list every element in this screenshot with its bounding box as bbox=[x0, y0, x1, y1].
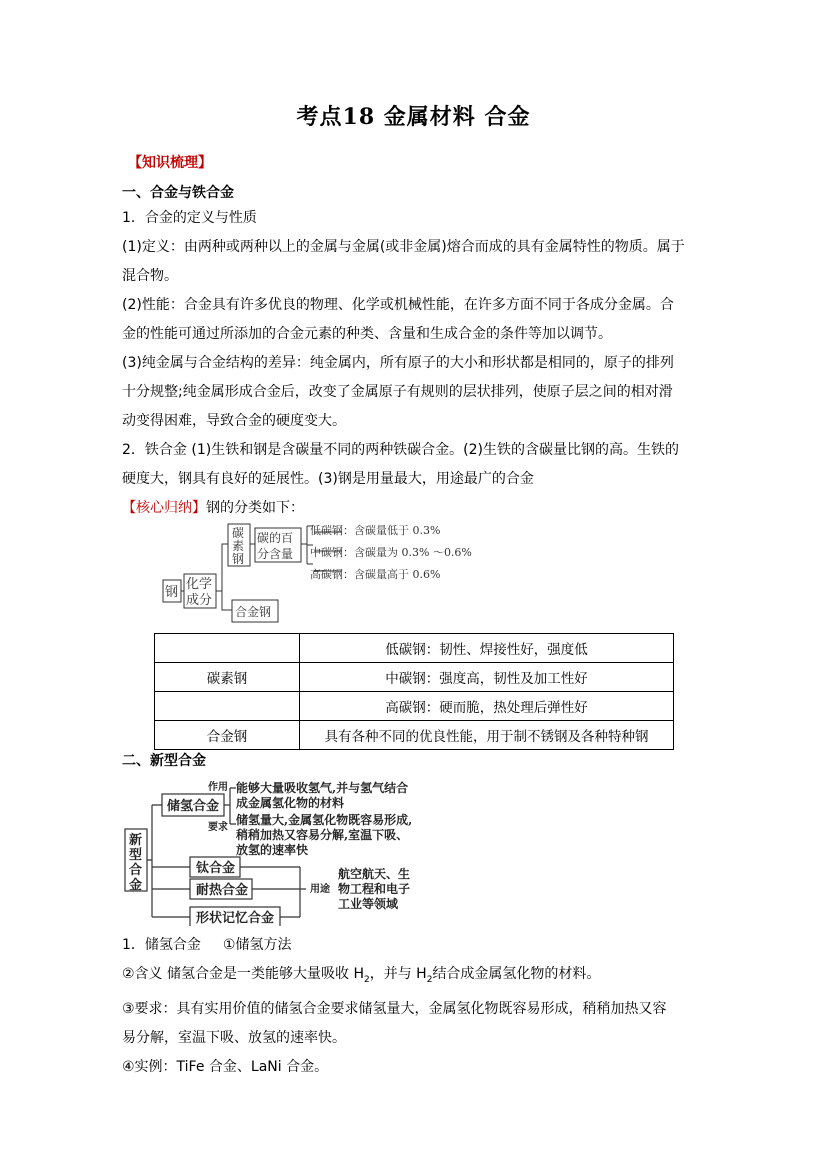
heat-resistant-box: 耐热合金 bbox=[196, 883, 249, 898]
table-cell: 高碳钢：硬而脆，热处理后弹性好 bbox=[300, 692, 674, 721]
storage-line-5: ④实例：TiFe 合金、LaNi 合金。 bbox=[122, 1058, 329, 1075]
subscript: 2 bbox=[363, 974, 370, 985]
structure-line-3: 动变得困难，导致合金的硬度变大。 bbox=[122, 413, 346, 429]
steel-classification-diagram bbox=[160, 520, 520, 625]
table-row bbox=[155, 692, 674, 721]
storage-method: ①储氢方法 bbox=[222, 937, 292, 953]
alloy-steel: 合金钢 bbox=[235, 605, 272, 619]
chem-line-1: 化学 bbox=[186, 577, 213, 592]
table-cell bbox=[155, 634, 300, 663]
meaning-text-a: ②含义 储氢合金是一类能够大量吸收 H bbox=[122, 966, 364, 982]
core-text: 钢的分类如下： bbox=[206, 500, 304, 516]
section1-heading: 一、合金与铁合金 bbox=[122, 185, 234, 201]
table-cell: 合金钢 bbox=[155, 721, 300, 750]
page-title: 考点18 金属材料 合金 bbox=[296, 104, 531, 130]
low-carbon: 低碳钢：含碳量低于 0.3% bbox=[310, 524, 441, 537]
role-label: 作用 bbox=[208, 782, 228, 793]
steel-table bbox=[154, 633, 674, 750]
table-cell bbox=[155, 692, 300, 721]
table-cell: 中碳钢：强度高，韧性及加工性好 bbox=[300, 663, 674, 692]
carbon-steel-1: 碳 bbox=[232, 526, 245, 540]
storage-title: 1．储氢合金 bbox=[122, 937, 201, 953]
structure-line-2: 十分规整;纯金属形成合金后，改变了金属原子有规则的层状排列，使原子层之间的相对滑 bbox=[122, 384, 673, 400]
property-line-2: 金的性能可通过所添加的合金元素的种类、含量和生成合金的条件等加以调节。 bbox=[122, 326, 612, 342]
req-text-2: 稍稍加热又容易分解,室温下吸、 bbox=[236, 828, 409, 842]
mid-carbon: 中碳钢：含碳量为 0.3% ～0.6% bbox=[310, 546, 472, 559]
table-cell: 低碳钢：韧性、焊接性好，强度低 bbox=[300, 634, 674, 663]
carbon-steel-2: 素 bbox=[232, 539, 245, 553]
req-label: 要求 bbox=[208, 822, 228, 833]
carbon-content-2: 分含量 bbox=[257, 547, 294, 561]
definition-line-2: 混合物。 bbox=[122, 268, 178, 284]
table-cell: 碳素钢 bbox=[155, 663, 300, 692]
section1-body bbox=[122, 204, 702, 523]
req-text-1: 储氢量大,金属氢化物既容易形成, bbox=[236, 813, 413, 827]
shape-memory-box: 形状记忆合金 bbox=[196, 911, 275, 926]
carbon-content-1: 碳的百 bbox=[257, 531, 294, 545]
item1-title: 1．合金的定义与性质 bbox=[122, 210, 257, 226]
table-row bbox=[155, 634, 674, 663]
role-text-1: 能够大量吸收氢气,并与氢气结合 bbox=[236, 781, 409, 795]
chem-line-2: 成分 bbox=[186, 593, 213, 608]
role-text-2: 成金属氢化物的材料 bbox=[236, 796, 345, 810]
use-text-1: 航空航天、生 bbox=[338, 867, 411, 881]
iron-alloy-line-1: 2．铁合金 (1)生铁和钢是含碳量不同的两种铁碳合金。(2)生铁的含碳量比钢的高。生铁的 bbox=[122, 442, 680, 458]
titanium-box: 钛合金 bbox=[196, 861, 236, 876]
use-label: 用途 bbox=[310, 884, 330, 895]
use-text-3: 工业等领域 bbox=[338, 897, 399, 911]
root-line-4: 金 bbox=[129, 878, 143, 893]
carbon-steel-3: 钢 bbox=[232, 552, 245, 566]
table-cell: 具有各种不同的优良性能，用于制不锈钢及各种特种钢 bbox=[300, 721, 674, 750]
storage-line-1 bbox=[122, 931, 702, 960]
storage-line-3: ③要求：具有实用价值的储氢合金要求储氢量大，金属氢化物既容易形成，稍稍加热又容 bbox=[122, 1000, 667, 1017]
table-row bbox=[155, 663, 674, 692]
storage-line-2 bbox=[122, 960, 702, 995]
req-text-3: 放氢的速率快 bbox=[236, 843, 309, 857]
structure-line-1: (3)纯金属与合金结构的差异：纯金属内，所有原子的大小和形状都是相同的，原子的排列 bbox=[122, 355, 674, 371]
hydrogen-storage-box: 储氢合金 bbox=[167, 799, 220, 814]
subscript: 2 bbox=[426, 974, 433, 985]
definition-line-1: (1)定义：由两种或两种以上的金属与金属(或非金属)熔合而成的具有金属特性的物质。属于 bbox=[122, 239, 685, 255]
table-row bbox=[155, 721, 674, 750]
root-line-2: 型 bbox=[129, 848, 143, 863]
root-line-1: 新 bbox=[129, 833, 143, 848]
root-steel: 钢 bbox=[165, 585, 179, 600]
property-line-1: (2)性能：合金具有许多优良的物理、化学或机械性能，在许多方面不同于各成分金属。合 bbox=[122, 297, 674, 313]
storage-line-4: 易分解，室温下吸、放氢的速率快。 bbox=[122, 1029, 346, 1046]
meaning-text-c: 结合成金属氢化物的材料。 bbox=[432, 966, 601, 982]
core-summary bbox=[122, 494, 702, 523]
new-alloy-diagram bbox=[122, 778, 432, 926]
iron-alloy-line-2: 硬度大，钢具有良好的延展性。(3)钢是用量最大，用途最广的合金 bbox=[122, 471, 534, 487]
high-carbon: 高碳钢：含碳量高于 0.6% bbox=[310, 568, 441, 581]
section2-heading: 二、新型合金 bbox=[122, 753, 206, 769]
knowledge-tag: 【知识梳理】 bbox=[128, 155, 212, 171]
meaning-text-b: ，并与 H bbox=[369, 966, 427, 982]
storage-section bbox=[122, 931, 702, 1082]
use-text-2: 物工程和电子 bbox=[338, 882, 411, 896]
root-line-3: 合 bbox=[129, 863, 143, 878]
core-tag: 【核心归纳】 bbox=[122, 500, 206, 516]
